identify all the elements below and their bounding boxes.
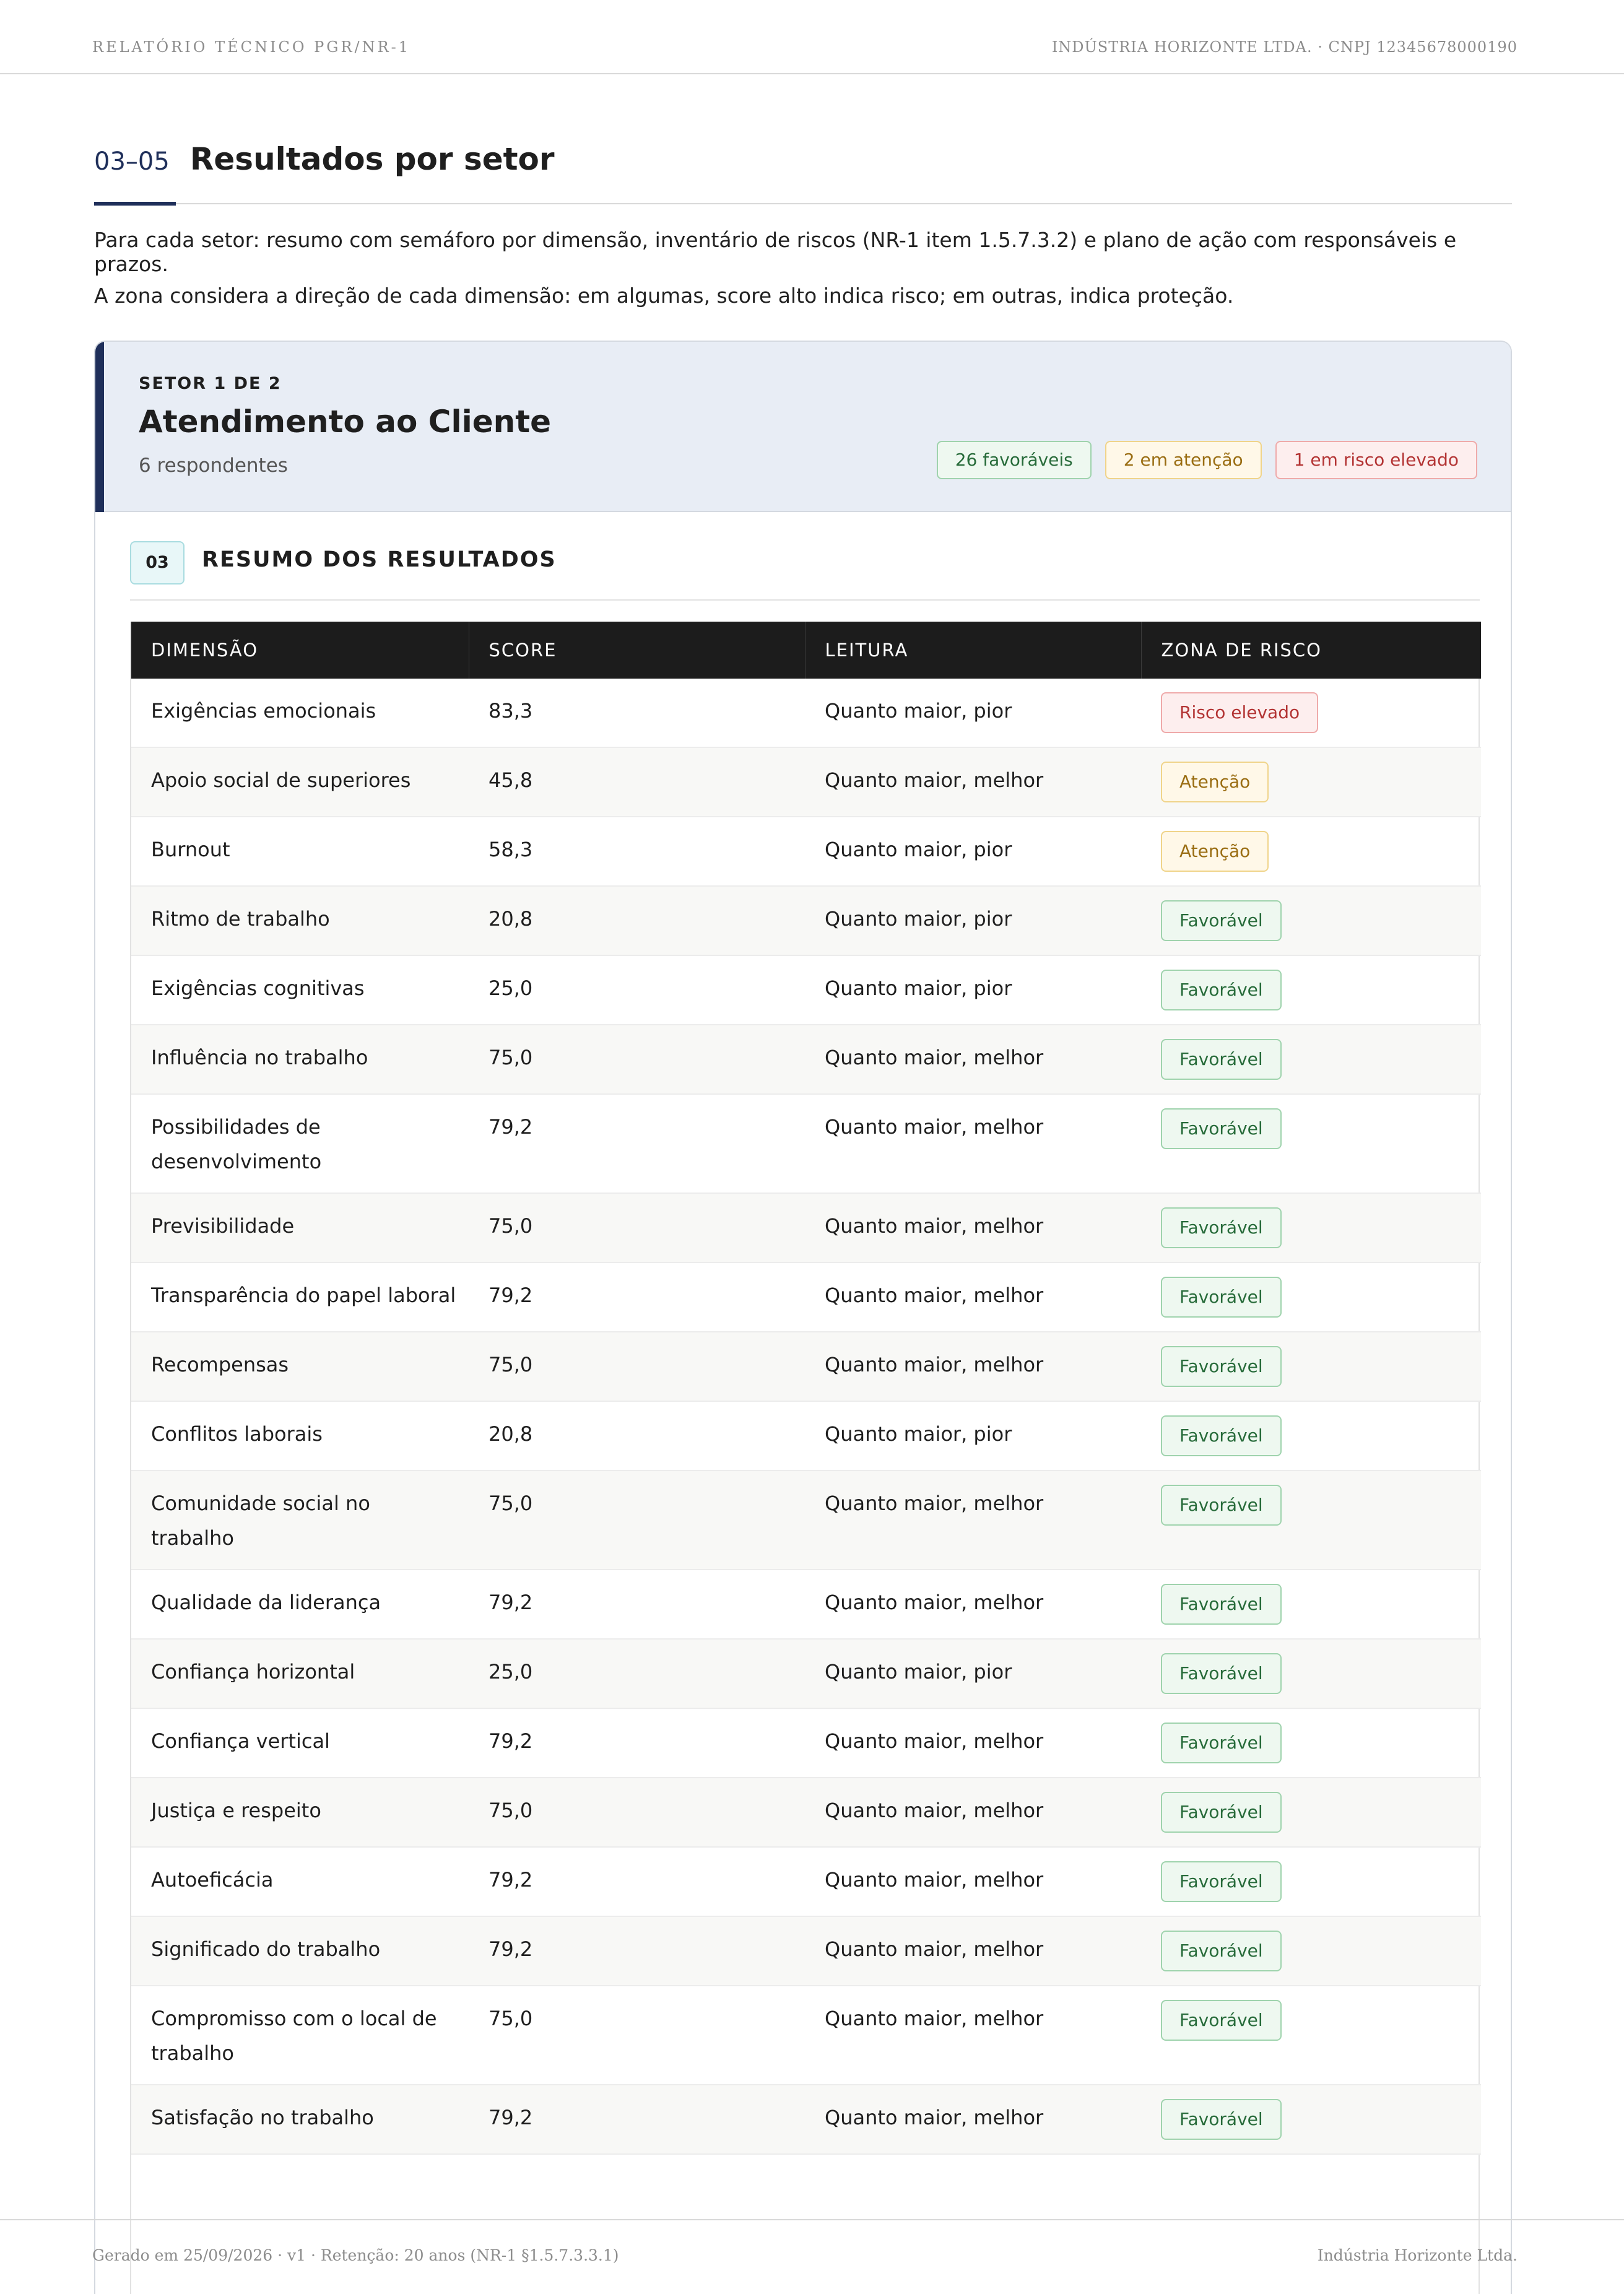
- sector-card: [94, 341, 1512, 2294]
- risk-zone-badge: Favorável: [1161, 1415, 1282, 1456]
- score-cell: 75,0: [469, 1778, 805, 1847]
- table-row: [131, 817, 1481, 886]
- reading-cell: Quanto maior, melhor: [805, 1778, 1141, 1847]
- table-row: [131, 1401, 1481, 1471]
- reading-cell: Quanto maior, melhor: [805, 2085, 1141, 2154]
- table-body: [131, 679, 1481, 2154]
- sector-respondents: 6 respondentes: [139, 454, 288, 477]
- reading-cell: Quanto maior, pior: [805, 886, 1141, 955]
- reading-cell: Quanto maior, melhor: [805, 1332, 1141, 1401]
- table-row: [131, 1094, 1481, 1193]
- table-header-row: [131, 622, 1481, 679]
- table-row: [131, 1193, 1481, 1262]
- reading-cell: Quanto maior, melhor: [805, 1708, 1141, 1778]
- zone-cell: [1141, 1916, 1481, 1986]
- table-row: [131, 1916, 1481, 1986]
- section-divider: [94, 203, 1512, 204]
- attention-count-badge: 2 em atenção: [1105, 441, 1262, 479]
- score-cell: 79,2: [469, 1916, 805, 1986]
- company-info: INDÚSTRIA HORIZONTE LTDA. · CNPJ 12345678000190: [1051, 38, 1518, 56]
- score-cell: 75,0: [469, 1025, 805, 1094]
- summary-heading: [130, 541, 1480, 601]
- zone-cell: [1141, 1193, 1481, 1262]
- risk-zone-badge: Favorável: [1161, 1931, 1282, 1971]
- dimension-cell: Significado do trabalho: [131, 1916, 469, 1986]
- dimension-cell: Previsibilidade: [131, 1193, 469, 1262]
- risk-zone-badge: Favorável: [1161, 1346, 1282, 1387]
- score-cell: 58,3: [469, 817, 805, 886]
- sector-header: [95, 342, 1511, 512]
- zone-cell: [1141, 1639, 1481, 1708]
- section-title: Resultados por setor: [189, 141, 555, 177]
- reading-cell: Quanto maior, pior: [805, 955, 1141, 1025]
- table-row: [131, 1471, 1481, 1570]
- reading-cell: Quanto maior, pior: [805, 1639, 1141, 1708]
- table-row: [131, 886, 1481, 955]
- sector-counter: SETOR 1 DE 2: [139, 374, 282, 393]
- summary-title: RESUMO DOS RESULTADOS: [202, 547, 557, 572]
- dimension-cell: Ritmo de trabalho: [131, 886, 469, 955]
- reading-cell: Quanto maior, melhor: [805, 1471, 1141, 1570]
- dimension-cell: Influência no trabalho: [131, 1025, 469, 1094]
- zone-cell: [1141, 747, 1481, 817]
- risk-zone-badge: Risco elevado: [1161, 692, 1318, 733]
- table-row: [131, 1986, 1481, 2085]
- intro-paragraph: Para cada setor: resumo com semáforo por dimensão, inventário de riscos (NR-1 item 1.5.7.3.2) e plano de ação com responsáveis e prazos.: [94, 228, 1457, 276]
- risk-zone-badge: Favorável: [1161, 900, 1282, 941]
- dimension-cell: Transparência do papel laboral: [131, 1262, 469, 1332]
- table-row: [131, 747, 1481, 817]
- score-cell: 75,0: [469, 1471, 805, 1570]
- column-header-score: SCORE: [469, 622, 805, 679]
- zone-cell: [1141, 1847, 1481, 1916]
- risk-zone-badge: Favorável: [1161, 1108, 1282, 1149]
- zone-cell: [1141, 1094, 1481, 1193]
- risk-zone-badge: Favorável: [1161, 2000, 1282, 2041]
- risk-zone-badge: Favorável: [1161, 2099, 1282, 2140]
- column-header-reading: LEITURA: [805, 622, 1141, 679]
- risk-count-badge: 1 em risco elevado: [1275, 441, 1477, 479]
- risk-zone-badge: Atenção: [1161, 762, 1269, 802]
- table-row: [131, 1708, 1481, 1778]
- generation-info: Gerado em 25/09/2026 · v1 · Retenção: 20 anos (NR-1 §1.5.7.3.3.1): [92, 2246, 619, 2264]
- score-cell: 25,0: [469, 1639, 805, 1708]
- footer-company: Indústria Horizonte Ltda.: [1317, 2246, 1518, 2264]
- table-row: [131, 1025, 1481, 1094]
- dimension-cell: Burnout: [131, 817, 469, 886]
- zone-cell: [1141, 1025, 1481, 1094]
- dimension-cell: Conflitos laborais: [131, 1401, 469, 1471]
- reading-cell: Quanto maior, pior: [805, 817, 1141, 886]
- risk-zone-badge: Atenção: [1161, 831, 1269, 872]
- zone-cell: [1141, 955, 1481, 1025]
- score-cell: 25,0: [469, 955, 805, 1025]
- favorable-count-badge: 26 favoráveis: [937, 441, 1092, 479]
- score-cell: 20,8: [469, 1401, 805, 1471]
- zone-explanation: A zona considera a direção de cada dimensão: em algumas, score alto indica risco; em outras, indica proteção.: [94, 284, 1234, 308]
- results-table-container: [130, 622, 1480, 2294]
- risk-zone-badge: Favorável: [1161, 1207, 1282, 1248]
- zone-cell: [1141, 1262, 1481, 1332]
- dimension-cell: Confiança horizontal: [131, 1639, 469, 1708]
- zone-cell: [1141, 679, 1481, 747]
- table-row: [131, 1332, 1481, 1401]
- risk-zone-badge: Favorável: [1161, 970, 1282, 1010]
- reading-cell: Quanto maior, pior: [805, 679, 1141, 747]
- reading-cell: Quanto maior, melhor: [805, 1986, 1141, 2085]
- score-cell: 45,8: [469, 747, 805, 817]
- sector-name: Atendimento ao Cliente: [139, 404, 552, 440]
- dimension-cell: Recompensas: [131, 1332, 469, 1401]
- table-row: [131, 1262, 1481, 1332]
- dimension-cell: Qualidade da liderança: [131, 1570, 469, 1639]
- score-cell: 75,0: [469, 1986, 805, 2085]
- section-divider-accent: [94, 202, 176, 206]
- table-row: [131, 679, 1481, 747]
- dimension-cell: Exigências cognitivas: [131, 955, 469, 1025]
- score-cell: 75,0: [469, 1193, 805, 1262]
- score-cell: 79,2: [469, 1262, 805, 1332]
- dimension-cell: Possibilidades de desenvolvimento: [131, 1094, 469, 1193]
- page-footer: [0, 2219, 1624, 2294]
- zone-cell: [1141, 2085, 1481, 2154]
- reading-cell: Quanto maior, melhor: [805, 1094, 1141, 1193]
- risk-zone-badge: Favorável: [1161, 1485, 1282, 1526]
- zone-cell: [1141, 1332, 1481, 1401]
- reading-cell: Quanto maior, melhor: [805, 1025, 1141, 1094]
- score-cell: 83,3: [469, 679, 805, 747]
- dimension-cell: Comunidade social no trabalho: [131, 1471, 469, 1570]
- sector-accent-bar: [95, 342, 104, 512]
- summary-number: 03: [130, 541, 185, 584]
- reading-cell: Quanto maior, melhor: [805, 1916, 1141, 1986]
- zone-cell: [1141, 817, 1481, 886]
- report-title: RELATÓRIO TÉCNICO PGR/NR-1: [92, 38, 411, 56]
- table-row: [131, 955, 1481, 1025]
- zone-cell: [1141, 1570, 1481, 1639]
- table-row: [131, 1639, 1481, 1708]
- dimension-cell: Satisfação no trabalho: [131, 2085, 469, 2154]
- sector-summary-badges: [937, 441, 1477, 479]
- table-row: [131, 1778, 1481, 1847]
- reading-cell: Quanto maior, melhor: [805, 1193, 1141, 1262]
- dimension-cell: Confiança vertical: [131, 1708, 469, 1778]
- reading-cell: Quanto maior, melhor: [805, 747, 1141, 817]
- reading-cell: Quanto maior, melhor: [805, 1570, 1141, 1639]
- zone-cell: [1141, 1708, 1481, 1778]
- risk-zone-badge: Favorável: [1161, 1723, 1282, 1763]
- risk-zone-badge: Favorável: [1161, 1584, 1282, 1625]
- risk-zone-badge: Favorável: [1161, 1792, 1282, 1833]
- results-table: [131, 622, 1481, 2155]
- risk-zone-badge: Favorável: [1161, 1653, 1282, 1694]
- score-cell: 79,2: [469, 1708, 805, 1778]
- score-cell: 75,0: [469, 1332, 805, 1401]
- score-cell: 20,8: [469, 886, 805, 955]
- zone-cell: [1141, 1471, 1481, 1570]
- risk-zone-badge: Favorável: [1161, 1039, 1282, 1080]
- table-row: [131, 2085, 1481, 2154]
- table-row: [131, 1847, 1481, 1916]
- section-heading: [94, 141, 1512, 177]
- column-header-dimension: DIMENSÃO: [131, 622, 469, 679]
- section-number: 03–05: [94, 147, 170, 176]
- zone-cell: [1141, 1778, 1481, 1847]
- column-header-zone: ZONA DE RISCO: [1161, 640, 1322, 661]
- score-cell: 79,2: [469, 2085, 805, 2154]
- reading-cell: Quanto maior, melhor: [805, 1262, 1141, 1332]
- zone-cell: [1141, 1986, 1481, 2085]
- dimension-cell: Exigências emocionais: [131, 679, 469, 747]
- score-cell: 79,2: [469, 1094, 805, 1193]
- dimension-cell: Justiça e respeito: [131, 1778, 469, 1847]
- table-row: [131, 1570, 1481, 1639]
- risk-zone-badge: Favorável: [1161, 1277, 1282, 1318]
- dimension-cell: Autoeficácia: [131, 1847, 469, 1916]
- score-cell: 79,2: [469, 1847, 805, 1916]
- reading-cell: Quanto maior, pior: [805, 1401, 1141, 1471]
- reading-cell: Quanto maior, melhor: [805, 1847, 1141, 1916]
- score-cell: 79,2: [469, 1570, 805, 1639]
- dimension-cell: Apoio social de superiores: [131, 747, 469, 817]
- zone-cell: [1141, 886, 1481, 955]
- risk-zone-badge: Favorável: [1161, 1861, 1282, 1902]
- page-header: [0, 0, 1624, 74]
- zone-cell: [1141, 1401, 1481, 1471]
- dimension-cell: Compromisso com o local de trabalho: [131, 1986, 469, 2085]
